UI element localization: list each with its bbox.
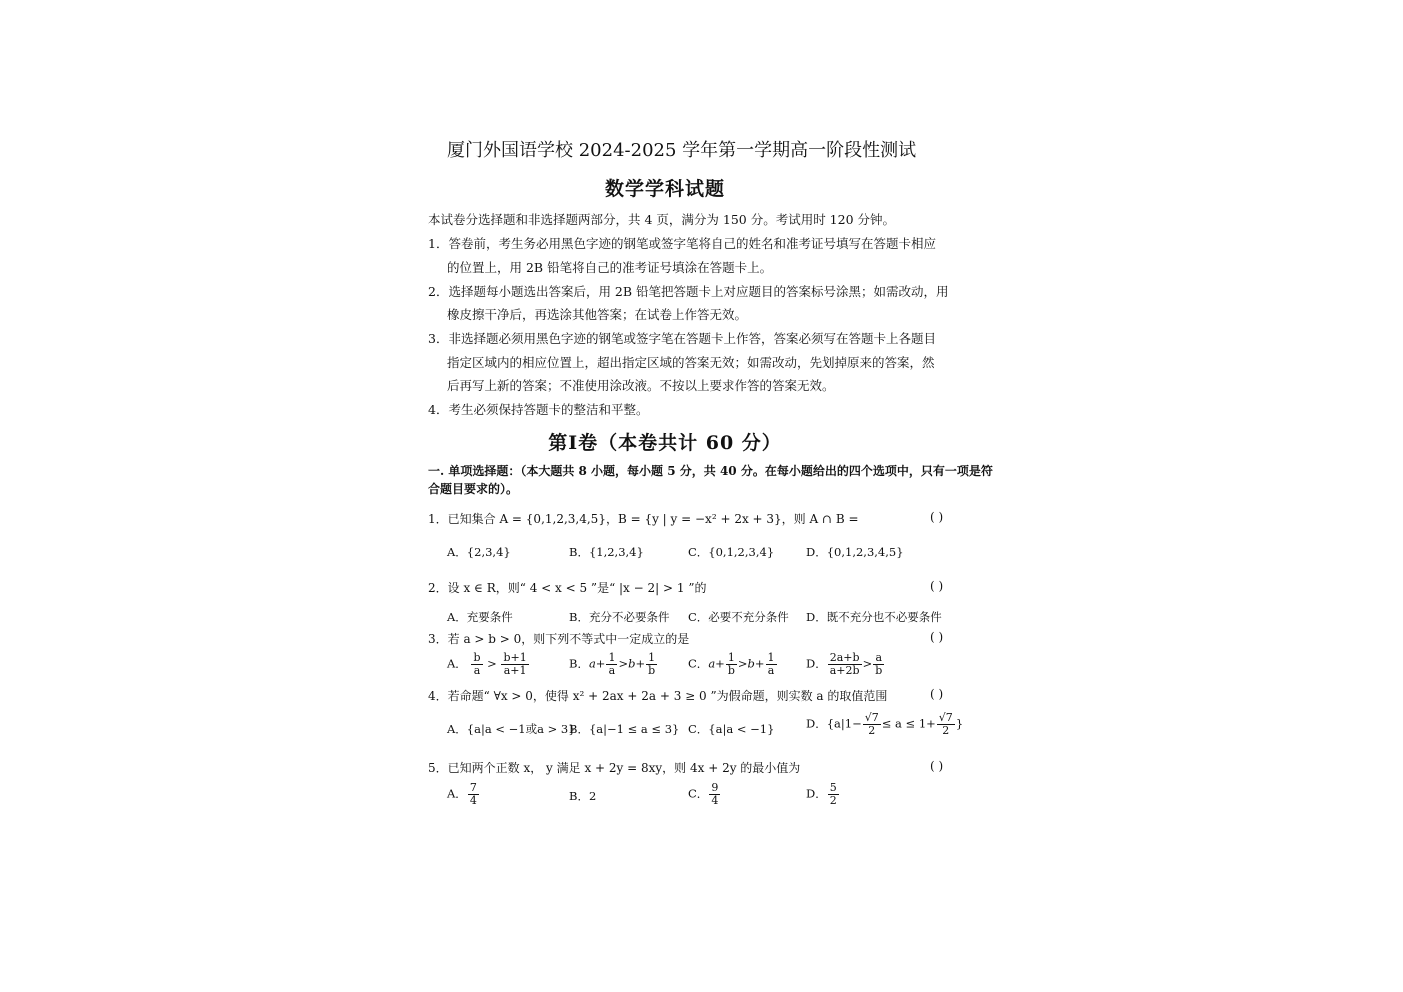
q4-option-b: B．{a|−1 ≤ a ≤ 3} [569,722,680,736]
q3-option-a: A． $\frac{b}{a}$ > $\frac{b+1}{a+1}$ [447,651,527,677]
q1-option-d: D．{0,1,2,3,4,5} [806,545,904,559]
instruction-line: 3．非选择题必须用黑色字迹的钢笔或签字笔在答题卡上作答，答案必须写在答题卡上各题目 [428,331,936,346]
school-title: 厦门外国语学校 2024-2025 学年第一学期高一阶段性测试 [447,140,917,161]
fraction: $\frac{1}{b}$ [648,651,656,677]
fraction: $\frac{1}{a}$ [767,651,775,677]
instructions-intro: 本试卷分选择题和非选择题两部分，共 4 页，满分为 150 分。考试用时 120 分钟。 [428,212,896,227]
question-3-stem: 3．若 a > b > 0，则下列不等式中一定成立的是 [428,632,690,646]
option-letter: A． [447,656,467,671]
answer-paren: ( ) [930,510,944,524]
q2-option-c: C．必要不充分条件 [688,610,789,624]
fraction: $\frac{9}{4}$ [711,781,719,807]
fraction: $\frac{2a+b}{a+2b}$ [829,651,860,677]
answer-paren: ( ) [930,630,944,644]
question-5-stem: 5．已知两个正数 x， y 满足 x + 2y = 8xy，则 4x + 2y 的最小值为 [428,761,801,775]
q3-option-c: C．a+ $\frac{1}{b}$ >b+ $\frac{1}{a}$ [688,651,775,677]
instruction-line: 橡皮擦干净后，再选涂其他答案；在试卷上作答无效。 [447,307,748,322]
fraction: $\frac{√7}{2}$ [938,711,953,737]
q2-option-b: B．充分不必要条件 [569,610,670,624]
fraction: $\frac{5}{2}$ [829,781,837,807]
instruction-line: 1．答卷前，考生务必用黑色字迹的钢笔或签字笔将自己的姓名和准考证号填写在答题卡相应 [428,236,936,251]
fraction: $\frac{1}{a}$ [608,651,616,677]
q4-option-a: A．{a|a < −1或a > 3} [447,722,576,736]
question-1-stem: 1．已知集合 A = {0,1,2,3,4,5}，B = {y | y = −x² + 2x + 3}，则 A ∩ B = [428,512,859,526]
q2-option-a: A．充要条件 [447,610,513,624]
instruction-line: 4．考生必须保持答题卡的整洁和平整。 [428,402,649,417]
answer-paren: ( ) [930,687,944,701]
fraction: $\frac{7}{4}$ [469,781,477,807]
fraction: $\frac{b+1}{a+1}$ [503,651,527,677]
instruction-line: 指定区域内的相应位置上，超出指定区域的答案无效；如需改动，先划掉原来的答案，然 [447,355,935,370]
fraction: $\frac{b}{a}$ [473,651,481,677]
section-title: 第Ⅰ卷（本卷共计 60 分） [548,432,782,454]
q5-option-c: C． $\frac{9}{4}$ [688,781,719,807]
instruction-line: 2．选择题每小题选出答案后，用 2B 铅笔把答题卡上对应题目的答案标号涂黑；如需改动，用 [428,284,949,299]
part-heading-cont: 合题目要求的）。 [428,482,519,496]
q4-option-d: D．{a|1− $\frac{√7}{2}$ ≤ a ≤ 1+ $\frac{√7}{2}$ } [806,711,964,737]
q1-option-a: A．{2,3,4} [447,545,511,559]
fraction: $\frac{1}{b}$ [727,651,735,677]
q2-option-d: D．既不充分也不必要条件 [806,610,942,624]
fraction: $\frac{a}{b}$ [875,651,883,677]
question-4-stem: 4．若命题“ ∀x > 0，使得 x² + 2ax + 2a + 3 ≥ 0 ”为假命题，则实数 a 的取值范围 [428,689,888,703]
q5-option-b: B．2 [569,789,597,803]
fraction: $\frac{√7}{2}$ [864,711,879,737]
q3-option-b: B．a+ $\frac{1}{a}$ >b+ $\frac{1}{b}$ [569,651,656,677]
q5-option-a: A． $\frac{7}{4}$ [447,781,477,807]
instruction-line: 后再写上新的答案；不准使用涂改液。不按以上要求作答的答案无效。 [447,378,835,393]
subject-title: 数学学科试题 [604,178,725,200]
q1-option-b: B．{1,2,3,4} [569,545,644,559]
question-2-stem: 2．设 x ∈ R，则“ 4 < x < 5 ”是“ |x − 2| > 1 ”的 [428,581,707,595]
part-heading: 一. 单项选择题：（本大题共 8 小题，每小题 5 分，共 40 分。在每小题给出的四个选项中，只有一项是符 [428,464,993,478]
answer-paren: ( ) [930,579,944,593]
q3-option-d: D． $\frac{2a+b}{a+2b}$ > $\frac{a}{b}$ [806,651,883,677]
instruction-line: 的位置上，用 2B 铅笔将自己的准考证号填涂在答题卡上。 [447,260,773,275]
q1-option-c: C．{0,1,2,3,4} [688,545,775,559]
q5-option-d: D． $\frac{5}{2}$ [806,781,837,807]
q4-option-c: C．{a|a < −1} [688,722,775,736]
answer-paren: ( ) [930,759,944,773]
